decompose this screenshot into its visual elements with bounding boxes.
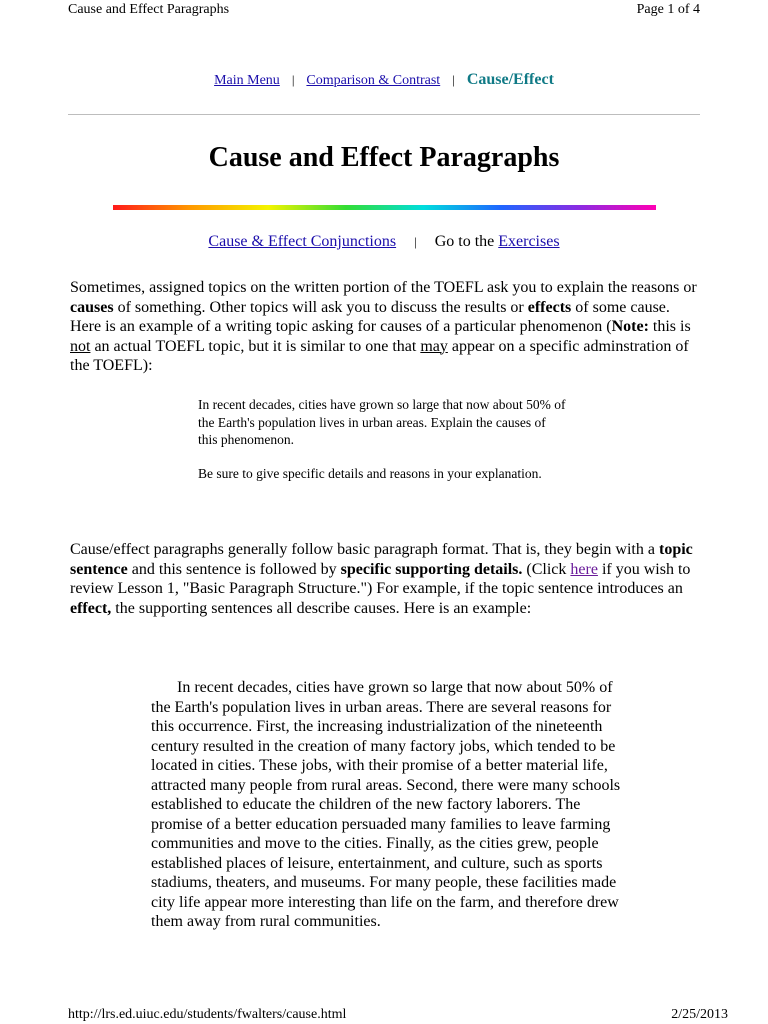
section-links — [0, 233, 768, 251]
sample-topic-prompt: In recent decades, cities have grown so large that now about 50% of the Earth's population lives in urban areas. Explain the causes of this phenomenon. — [198, 397, 566, 447]
page-title: Cause and Effect Paragraphs — [208, 142, 560, 173]
print-footer-date: 2/25/2013 — [671, 1007, 728, 1022]
example-paragraph: In recent decades, cities have grown so large that now about 50% of the Earth's population lives in urban areas. There are several reasons for this occurrence. First, the increasing industrialization of the nineteenth century resulted in the creation of many factory jobs, which tended to be located in cities. These jobs, with their promise of a better material life, attracted many people from rural areas. Second, there were many schools established to educate the children of the new factory laborers. The promise of a better education persuaded many families to leave farming communities and move to the cities. Finally, as the cities grew, people established places of leisure, entertainment, and culture, such as sports stadiums, theaters, and museums. For many people, these facilities made city life appear more interesting than life on the farm, and therefore drew them away from rural communities. — [151, 679, 621, 930]
comparison-contrast-link[interactable]: Comparison & Contrast — [306, 73, 441, 88]
main-menu-link[interactable]: Main Menu — [214, 73, 280, 88]
print-footer-url: http://lrs.ed.uiuc.edu/students/fwalters/cause.html — [68, 1007, 347, 1022]
print-header-title: Cause and Effect Paragraphs — [68, 2, 230, 17]
goto-text: Go to the — [434, 233, 499, 250]
format-paragraph: Cause/effect paragraphs generally follow basic paragraph format. That is, they begin with a topic sentence and this sentence is followed by specific supporting details. (Click here if you wish to review Lesson 1, "Basic Paragraph Structure.") For example, if the topic sentence introduces an effect, the supporting sentences all describe causes. Here is an example: — [70, 541, 693, 617]
horizontal-divider — [68, 114, 700, 115]
intro-paragraph: Sometimes, assigned topics on the written portion of the TOEFL ask you to explain the reasons or causes of something. Other topics will ask you to discuss the results or effects of some cause. Here is an example of a writing topic asking for causes of a particular phenomenon (Note: this is not an actual TOEFL topic, but it is similar to one that may appear on a specific adminstration of the TOEFL): — [70, 279, 697, 374]
nav-separator: | — [452, 72, 455, 87]
sublinks-separator: | — [414, 234, 417, 249]
conjunctions-link[interactable]: Cause & Effect Conjunctions — [208, 233, 397, 250]
sample-topic-instruction: Be sure to give specific details and reasons in your explanation. — [198, 466, 542, 481]
rainbow-divider — [113, 205, 656, 210]
top-navigation — [0, 71, 768, 89]
exercises-link[interactable]: Exercises — [498, 233, 560, 250]
nav-separator: | — [291, 72, 295, 87]
print-header-page-number: Page 1 of 4 — [636, 2, 700, 17]
lesson-review-link[interactable]: here — [570, 560, 598, 578]
current-section-cause-effect: Cause/Effect — [466, 71, 554, 88]
